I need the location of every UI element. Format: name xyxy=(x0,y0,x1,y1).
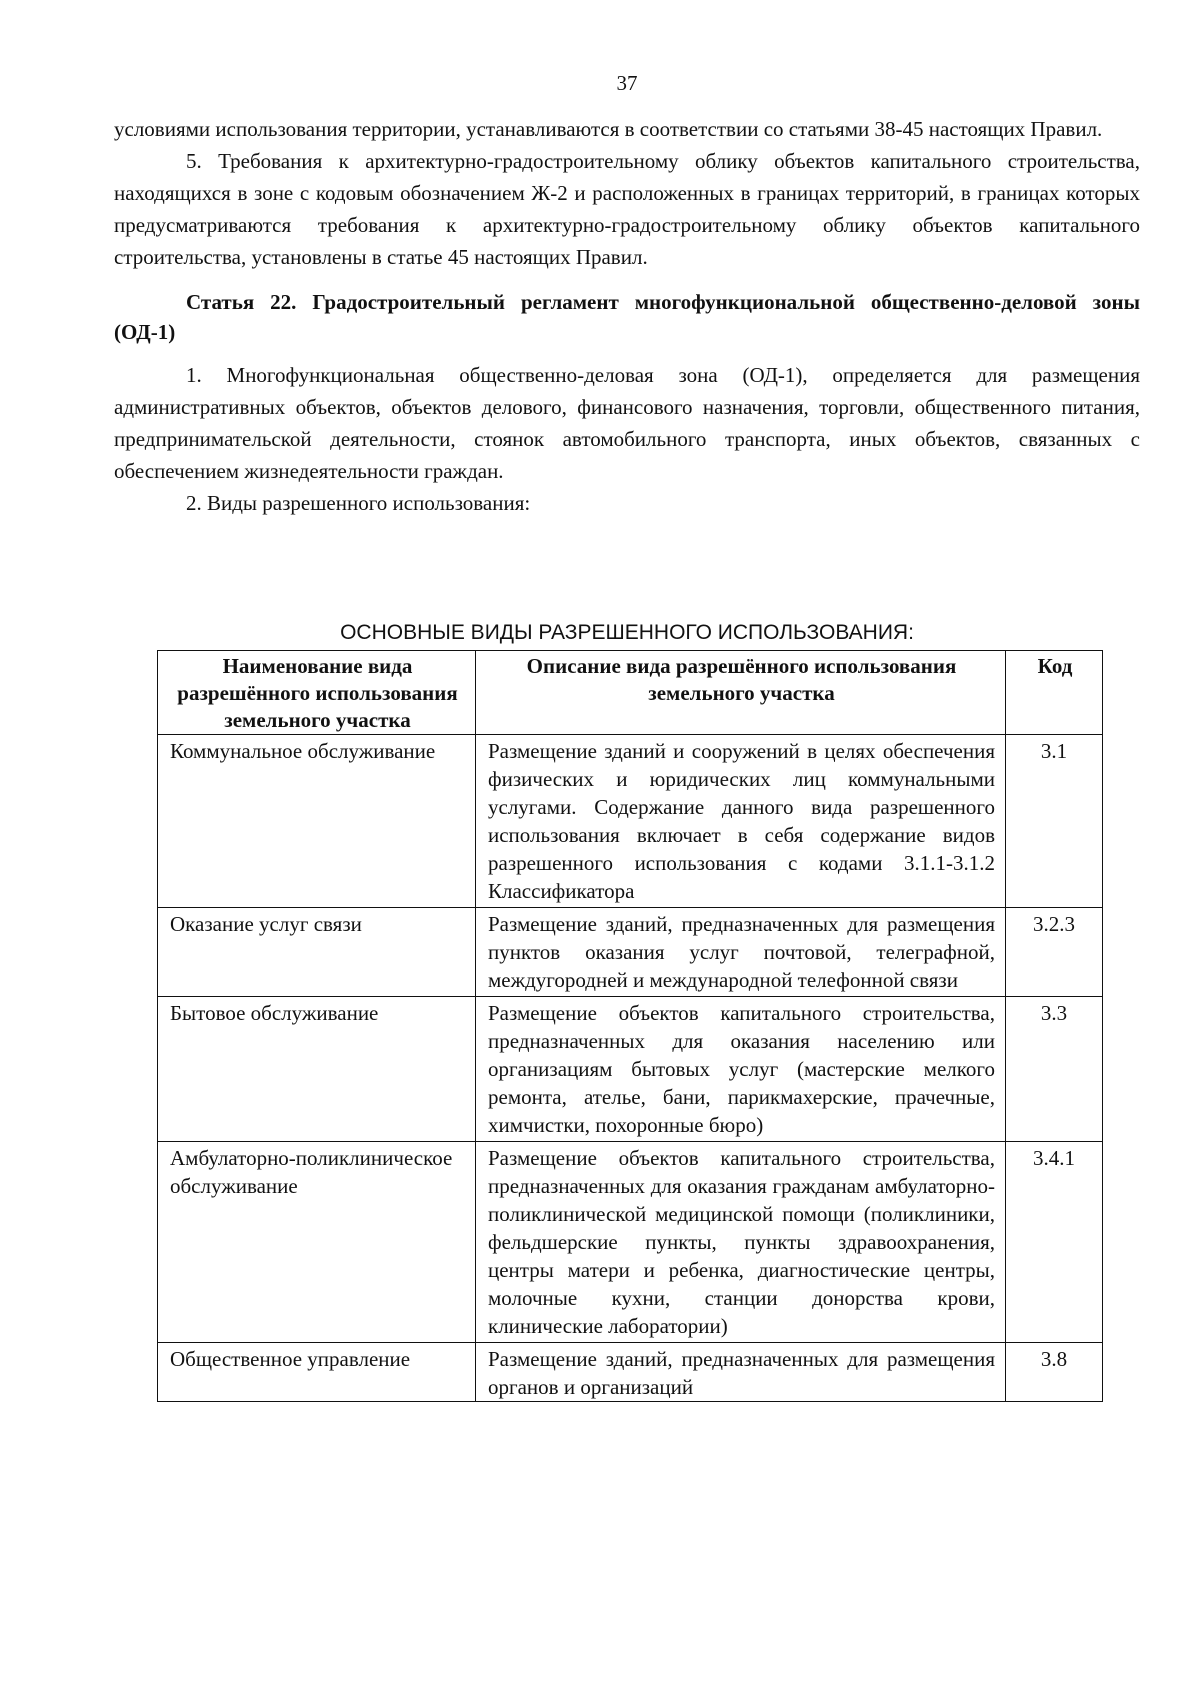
row-name: Амбулаторно-поликлиническое обслуживание xyxy=(158,1142,476,1343)
row-name: Бытовое обслуживание xyxy=(158,997,476,1142)
row-code: 3.8 xyxy=(1006,1343,1103,1402)
row-code: 3.2.3 xyxy=(1006,908,1103,997)
row-name: Оказание услуг связи xyxy=(158,908,476,997)
permitted-uses-table xyxy=(157,650,1103,1402)
paragraph-item-5: 5. Требования к архитектурно-градостроительному облику объектов капитального строительства, находящихся в зоне с кодовым обозначением Ж-2 и расположенных в границах территорий, в границах которых предусматриваются требования к архитектурно-градостроительному облику объектов капитального строительства, установлены в статье 45 настоящих Правил. xyxy=(114,149,1140,269)
header-name: Наименование вида разрешённого использования земельного участка xyxy=(158,651,476,735)
table-row xyxy=(158,735,1103,908)
row-description: Размещение объектов капитального строительства, предназначенных для оказания населению или организациям бытовых услуг (мастерские мелкого ремонта, ателье, бани, парикмахерские, прачечные, химчистки, похоронные бюро) xyxy=(476,997,1006,1142)
table-row xyxy=(158,1142,1103,1343)
paragraph-item-2: 2. Виды разрешенного использования: xyxy=(186,491,531,515)
row-name: Коммунальное обслуживание xyxy=(158,735,476,908)
row-code: 3.3 xyxy=(1006,997,1103,1142)
table-row xyxy=(158,997,1103,1142)
paragraph-continuation: условиями использования территории, устанавливаются в соответствии со статьями 38-45 настоящих Правил. xyxy=(114,117,1103,141)
row-code: 3.1 xyxy=(1006,735,1103,908)
table-row xyxy=(158,1343,1103,1402)
row-description: Размещение зданий и сооружений в целях обеспечения физических и юридических лиц коммунальными услугами. Содержание данного вида разрешенного использования включает в себя содержание видов разрешенного использования с кодами 3.1.1-3.1.2 Классификатора xyxy=(476,735,1006,908)
article-heading: Статья 22. Градостроительный регламент многофункциональной общественно-деловой зоны (ОД-1) xyxy=(114,290,1140,344)
row-description: Размещение зданий, предназначенных для размещения пунктов оказания услуг почтовой, телеграфной, междугородней и международной телефонной связи xyxy=(476,908,1006,997)
row-description: Размещение объектов капитального строительства, предназначенных для оказания гражданам амбулаторно-поликлинической медицинской помощи (поликлиники, фельдшерские пункты, пункты здравоохранения, центры матери и ребенка, диагностические центры, молочные кухни, станции донорства крови, клинические лаборатории) xyxy=(476,1142,1006,1343)
body-text xyxy=(114,113,1140,519)
table-row xyxy=(158,908,1103,997)
paragraph-item-1: 1. Многофункциональная общественно-деловая зона (ОД-1), определяется для размещения административных объектов, объектов делового, финансового назначения, торговли, общественного питания, предпринимательской деятельности, стоянок автомобильного транспорта, иных объектов, связанных с обеспечением жизнедеятельности граждан. xyxy=(114,363,1140,483)
header-code: Код xyxy=(1006,651,1103,735)
table-header-row xyxy=(158,651,1103,735)
table-title: ОСНОВНЫЕ ВИДЫ РАЗРЕШЕННОГО ИСПОЛЬЗОВАНИЯ: xyxy=(340,621,914,644)
page-number: 37 xyxy=(616,71,638,95)
row-code: 3.4.1 xyxy=(1006,1142,1103,1343)
row-description: Размещение зданий, предназначенных для размещения органов и организаций xyxy=(476,1343,1006,1402)
header-description: Описание вида разрешённого использования земельного участка xyxy=(476,651,1006,735)
row-name: Общественное управление xyxy=(158,1343,476,1402)
